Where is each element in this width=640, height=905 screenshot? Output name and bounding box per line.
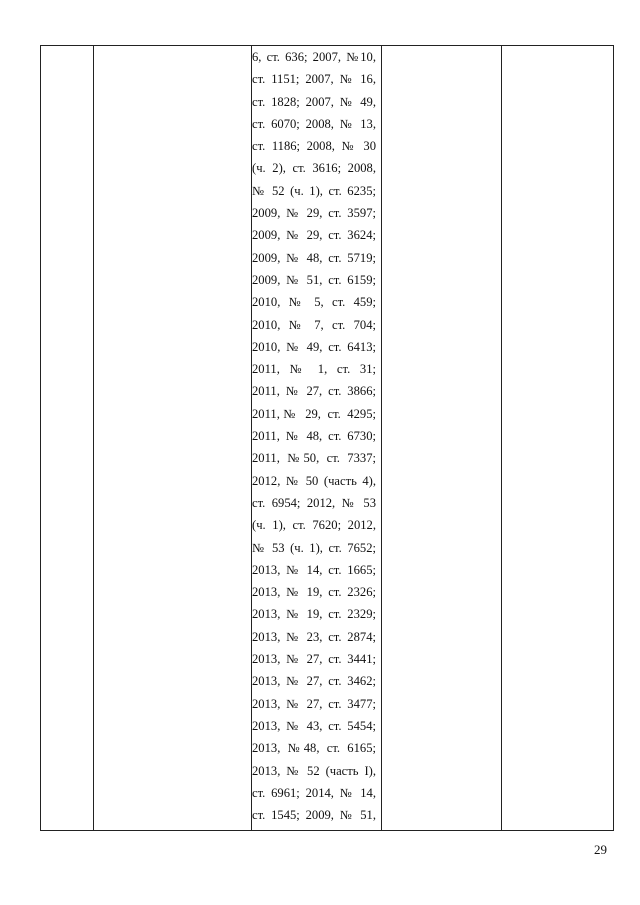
citation-line: 2013, № 27, ст. 3477; (252, 696, 376, 711)
citation-line: (ч. 2), ст. 3616; 2008, (252, 161, 376, 176)
citation-line: 2011, № 48, ст. 6730; (252, 429, 376, 444)
citation-line: ст. 1828; 2007, № 49, (252, 94, 376, 109)
citation-line: (ч. 1), ст. 7620; 2012, (252, 518, 376, 533)
citation-line: 2013, №48, ст. 6165; (252, 741, 376, 756)
citation-line: ст. 1151; 2007, № 16, (252, 72, 376, 87)
citation-line: 2010, № 49, ст. 6413; (252, 339, 376, 354)
citation-line: 2013, № 52 (часть I), (252, 763, 376, 778)
citation-line: 2010, № 7, ст. 704; (252, 317, 376, 332)
citation-line: ст. 6954; 2012, № 53 (252, 495, 376, 510)
citation-column (252, 46, 376, 826)
citation-line: ст. 6961; 2014, № 14, (252, 785, 376, 800)
citation-line: 2010, № 5, ст. 459; (252, 295, 376, 310)
citation-line: 2013, № 23, ст. 2874; (252, 629, 376, 644)
column-divider-1 (93, 46, 94, 830)
citation-line: № 52 (ч. 1), ст. 6235; (252, 183, 376, 198)
citation-line: 2011,№ 29, ст. 4295; (252, 406, 376, 421)
citation-line: ст. 6070; 2008, № 13, (252, 116, 376, 131)
citation-line: ст. 1545; 2009, № 51, (252, 808, 376, 823)
column-divider-3 (381, 46, 382, 830)
page-number: 29 (594, 842, 607, 857)
citation-line: 2012, № 50 (часть 4), (252, 473, 376, 488)
citation-line: 2011, № 1, ст. 31; (252, 362, 376, 377)
citation-line: № 53 (ч. 1), ст. 7652; (252, 540, 376, 555)
citation-line: 2011, №50, ст. 7337; (252, 451, 376, 466)
citation-line: 6, ст. 636; 2007, №10, (252, 50, 376, 64)
citation-line: 2009, № 48, ст. 5719; (252, 250, 376, 265)
citation-line: 2009, № 29, ст. 3597; (252, 206, 376, 221)
citation-line: ст. 1186; 2008, № 30 (252, 139, 376, 154)
citation-line: 2011, № 27, ст. 3866; (252, 384, 376, 399)
column-divider-4 (501, 46, 502, 830)
citation-line: 2013, № 27, ст. 3462; (252, 674, 376, 689)
citation-line: 2013, № 19, ст. 2326; (252, 585, 376, 600)
citation-line: 2013, № 43, ст. 5454; (252, 718, 376, 733)
citation-line: 2013, № 19, ст. 2329; (252, 607, 376, 622)
citation-line: 2009, № 51, ст. 6159; (252, 272, 376, 287)
citation-line: 2009, № 29, ст. 3624; (252, 228, 376, 243)
citation-line: 2013, № 27, ст. 3441; (252, 652, 376, 667)
citation-line: 2013, № 14, ст. 1665; (252, 562, 376, 577)
